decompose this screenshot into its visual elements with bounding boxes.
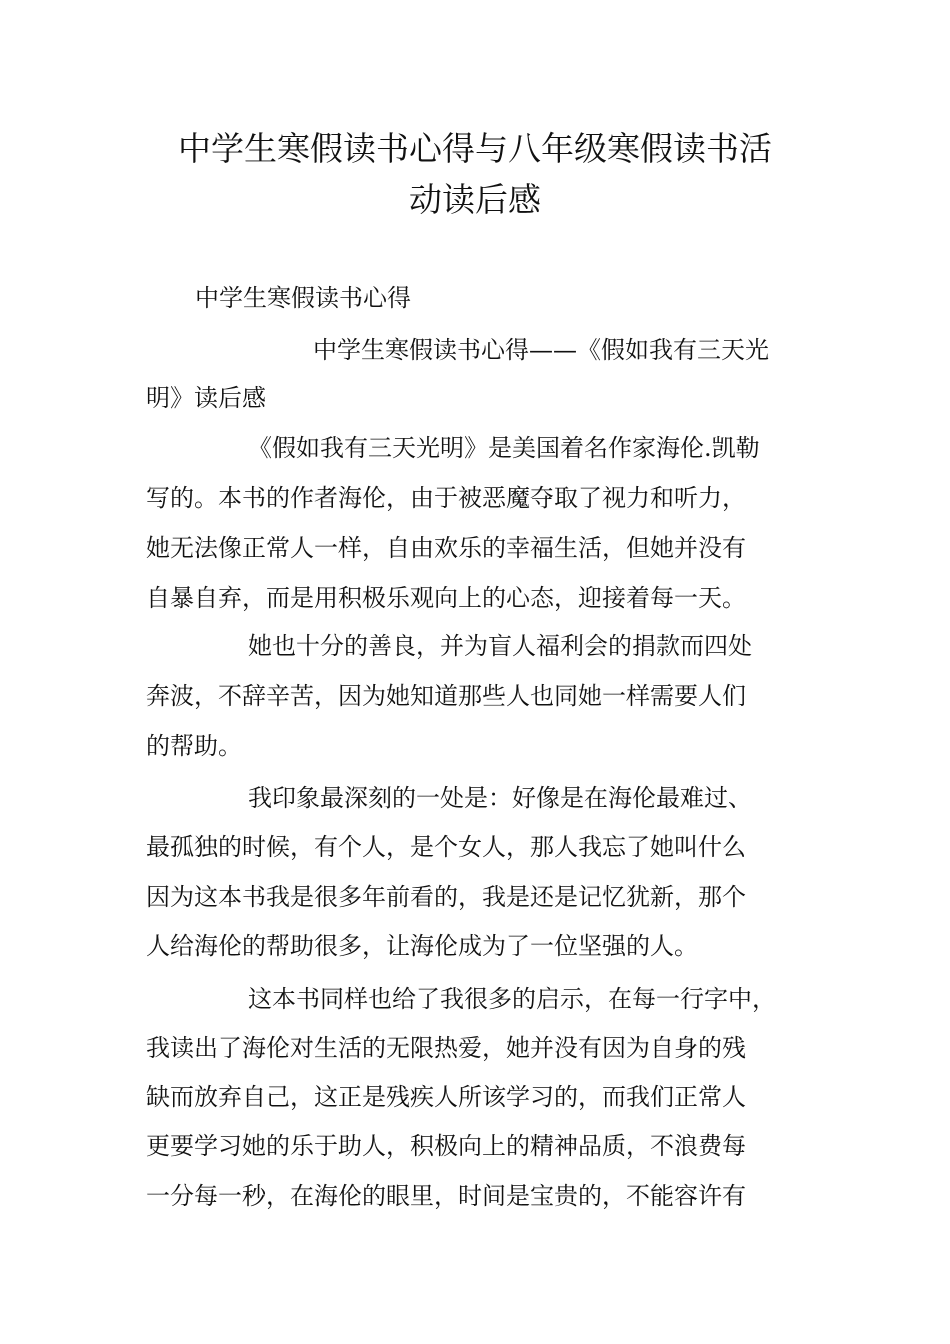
paragraph-3-line-3: 因为这本书我是很多年前看的，我是还是记忆犹新，那个 [146, 883, 746, 911]
paragraph-1-line-1: 《假如我有三天光明》是美国着名作家海伦.凯勒 [248, 434, 760, 462]
subtitle-line-2: 明》读后感 [146, 384, 266, 412]
paragraph-4-line-2: 我读出了海伦对生活的无限热爱，她并没有因为自身的残 [146, 1034, 746, 1062]
paragraph-4-line-4: 更要学习她的乐于助人，积极向上的精神品质，不浪费每 [146, 1132, 746, 1160]
paragraph-4-line-1: 这本书同样也给了我很多的启示，在每一行字中， [248, 985, 776, 1013]
paragraph-3-line-1: 我印象最深刻的一处是：好像是在海伦最难过、 [248, 784, 752, 812]
paragraph-2-line-3: 的帮助。 [146, 732, 242, 760]
paragraph-3-line-2: 最孤独的时候，有个人，是个女人，那人我忘了她叫什么 [146, 833, 746, 861]
section-heading: 中学生寒假读书心得 [195, 284, 411, 312]
document-title-line-1: 中学生寒假读书心得与八年级寒假读书活 [178, 129, 772, 168]
subtitle-line-1: 中学生寒假读书心得——《假如我有三天光 [313, 336, 769, 364]
paragraph-2-line-1: 她也十分的善良，并为盲人福利会的捐款而四处 [248, 632, 752, 660]
paragraph-2-line-2: 奔波，不辞辛苦，因为她知道那些人也同她一样需要人们 [146, 682, 746, 710]
paragraph-4-line-3: 缺而放弃自己，这正是残疾人所该学习的，而我们正常人 [146, 1083, 746, 1111]
document-title-line-2: 动读后感 [409, 180, 541, 219]
paragraph-1-line-4: 自暴自弃，而是用积极乐观向上的心态，迎接着每一天。 [146, 584, 746, 612]
paragraph-1-line-2: 写的。本书的作者海伦，由于被恶魔夺取了视力和听力， [146, 484, 746, 512]
paragraph-1-line-3: 她无法像正常人一样，自由欢乐的幸福生活，但她并没有 [146, 534, 746, 562]
paragraph-4-line-5: 一分每一秒，在海伦的眼里，时间是宝贵的，不能容许有 [146, 1182, 746, 1210]
paragraph-3-line-4: 人给海伦的帮助很多，让海伦成为了一位坚强的人。 [146, 932, 698, 960]
